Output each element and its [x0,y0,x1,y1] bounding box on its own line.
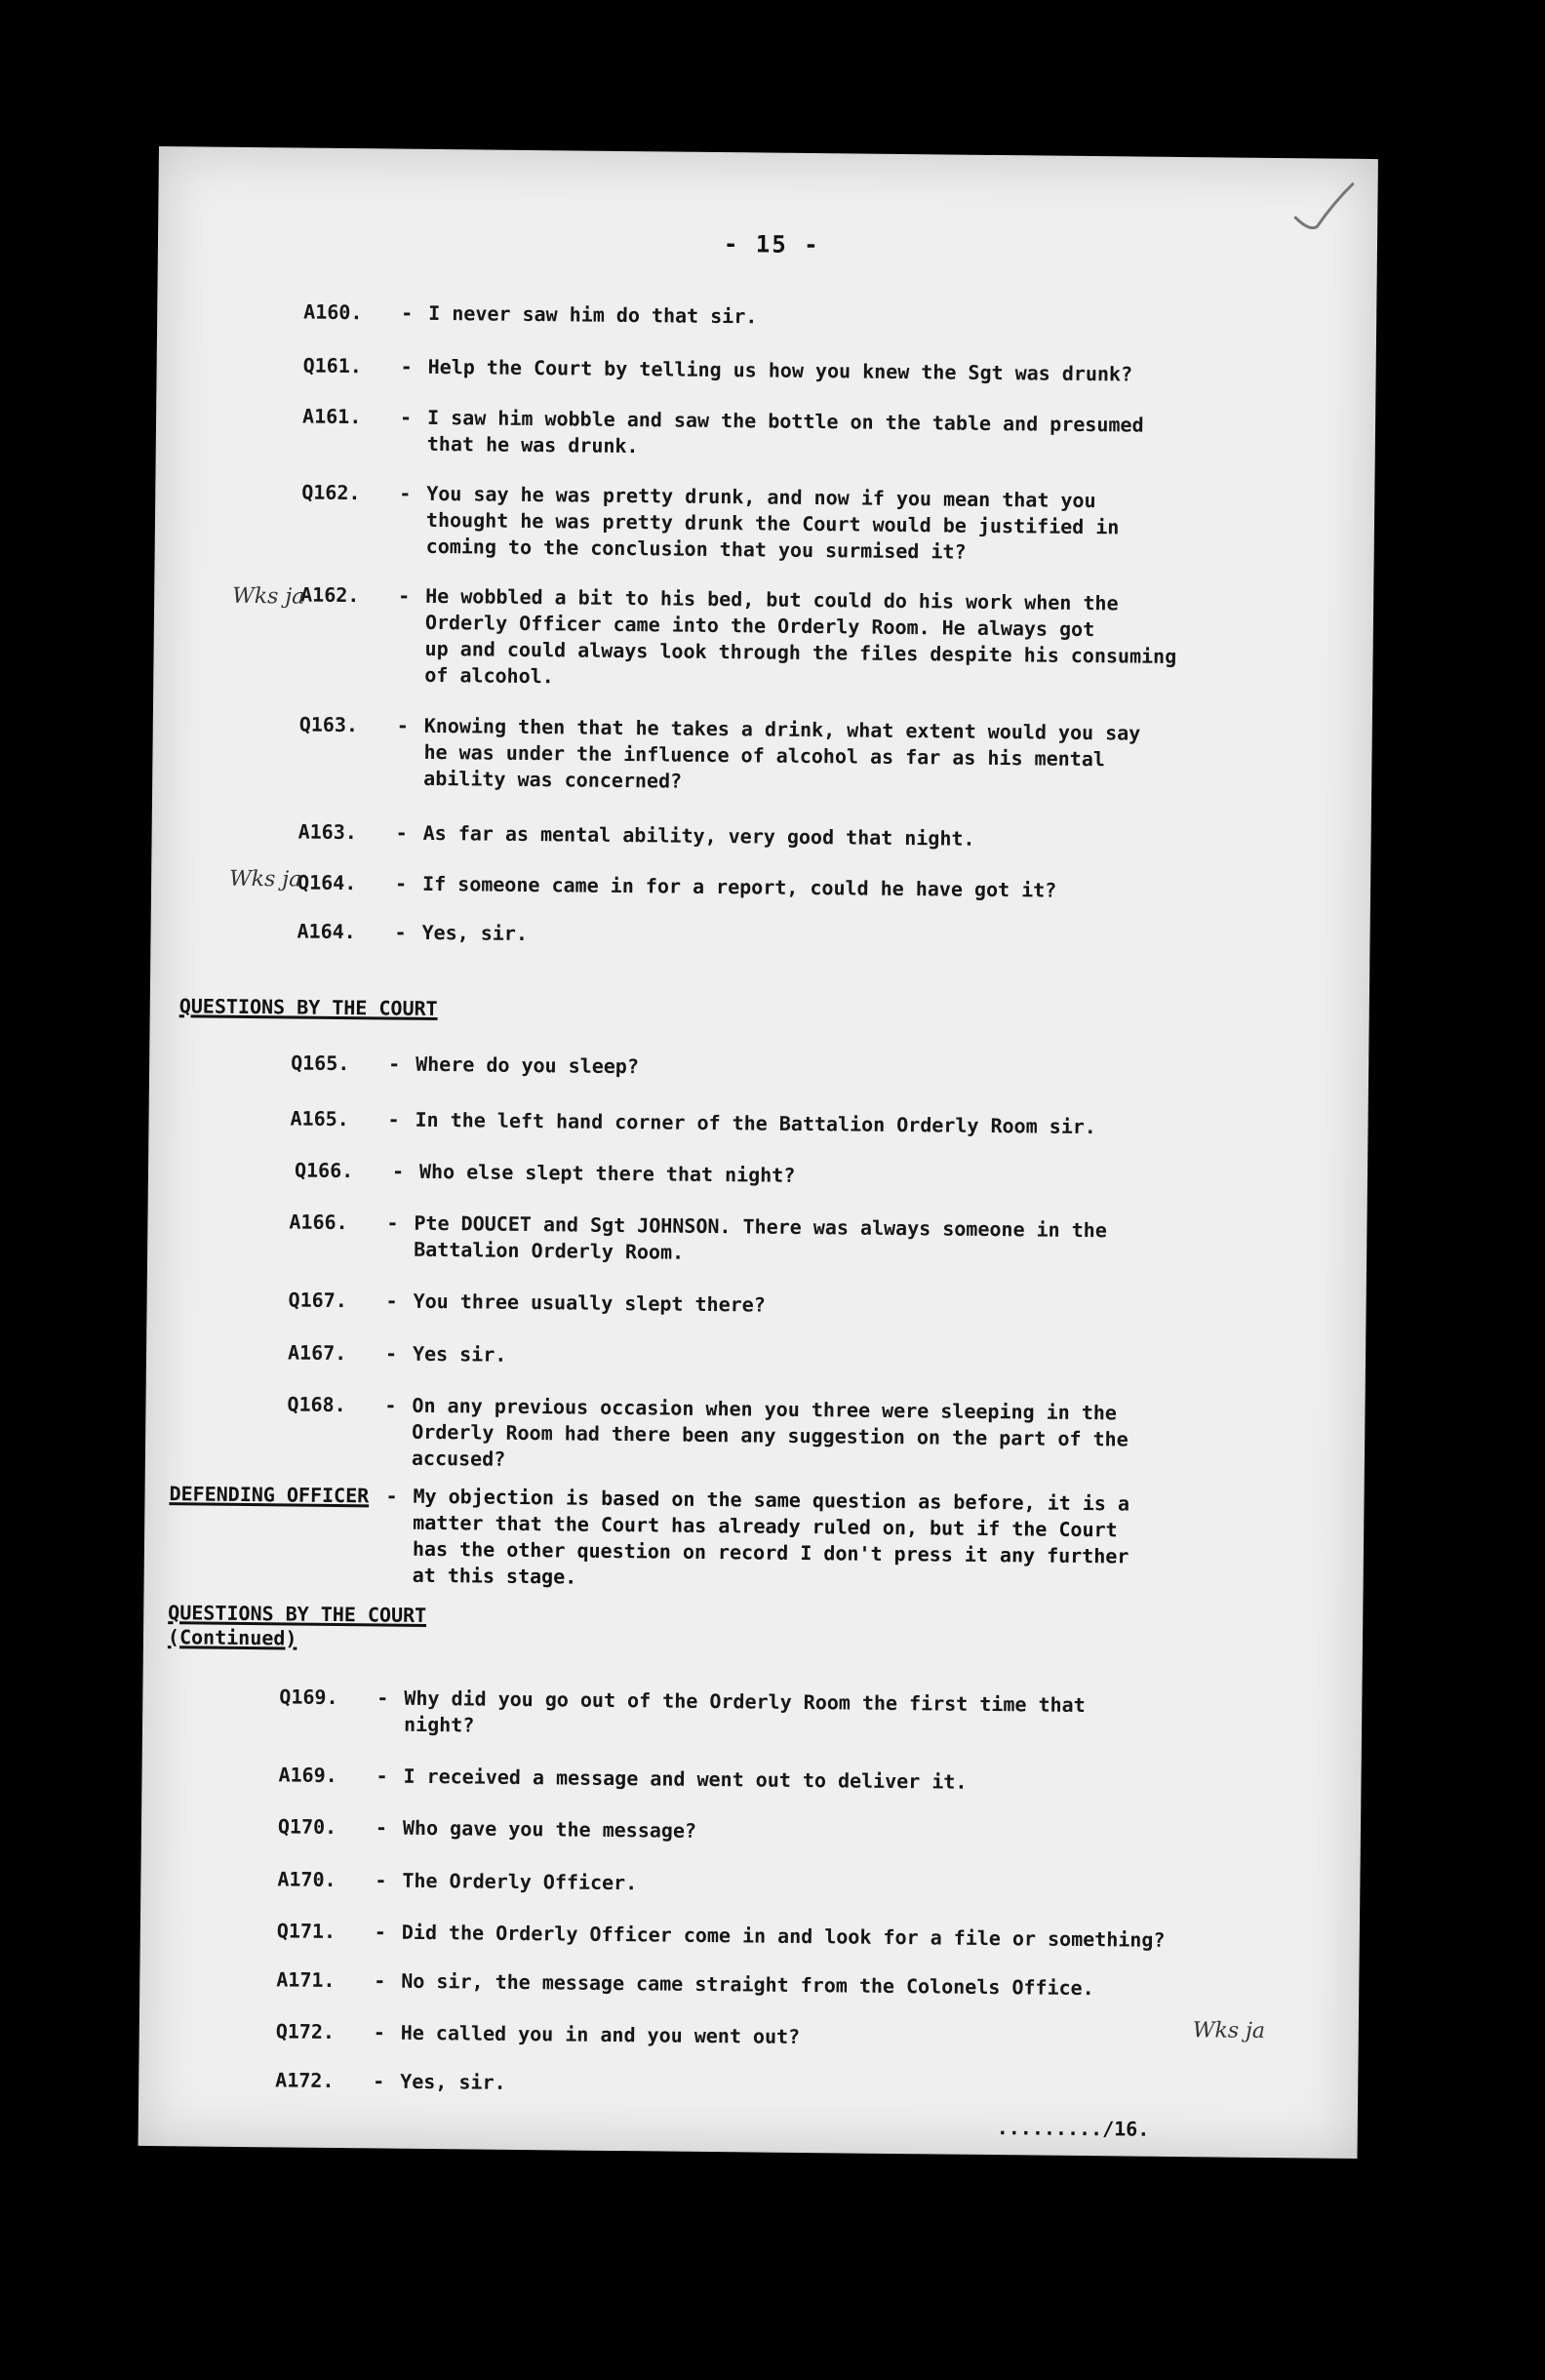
margin-note: Wks ja [232,583,305,610]
margin-note: Wks ja [1192,2018,1266,2043]
qa-entry: A170. - The Orderly Officer. [277,1867,638,1895]
qa-entry: A164. - Yes, sir. [297,919,529,946]
qa-entry: A167. - Yes sir. [287,1340,507,1367]
page-number: - 15 - [723,230,820,259]
section-heading: QUESTIONS BY THE COURT [168,1601,427,1627]
section-heading: QUESTIONS BY THE COURT [178,994,438,1021]
margin-note: Wks ja [229,866,302,892]
qa-entry: Q167. - You three usually slept there? [288,1288,766,1317]
qa-entry: A161. - I saw him wobble and saw the bottle on the table and presumed that he was drunk. [301,404,1144,458]
qa-entry: Q161. - Help the Court by telling us how you knew the Sgt was drunk? [302,353,1133,386]
qa-entry: Q166. - Who else slept there that night? [294,1158,796,1187]
document-page [139,146,1378,2159]
check-mark-icon [1289,178,1359,237]
qa-entry: Q162. - You say he was pretty drunk, and now if you mean that you thought he was pretty drunk the Court would be justified in coming to the conclusion that you surmised it? [301,480,1120,564]
qa-entry: A160. - I never saw him do that sir. [303,299,758,329]
qa-entry: Q164. - If someone came in for a report, could he have got it? [297,870,1057,902]
qa-entry: Q163. - Knowing then that he takes a drink, what extent would you say he was under the influence of alcohol as far as his mental ability was concerned? [298,712,1141,793]
qa-entry: Q171. - Did the Orderly Officer come in and look for a file or something? [276,1919,1166,1952]
qa-entry: A162. - He wobbled a bit to his bed, but could do his work when the Orderly Officer came into the Orderly Room. He always got up and could always look through the files despite his consuming of alcohol. [300,582,1177,689]
qa-entry: Q169. - Why did you go out of the Orderly Room the first time that night? [279,1685,1086,1737]
qa-entry: A163. - As far as mental ability, very good that night. [297,819,975,851]
qa-entry: Q172. - He called you in and you went out? [275,2019,801,2048]
qa-entry: A171. - No sir, the message came straight from the Colonels Office. [276,1967,1094,2001]
continuation-reference: ........./16. [996,2116,1150,2141]
section-subheading: (Continued) [167,1625,297,1650]
defending-officer-statement: DEFENDING OFFICER - My objection is based on the same question as before, it is a matter that the Court has already ruled on, but if the Court has the other question on record I don't press it any further at this stage. [169,1482,1130,1589]
qa-entry: Q165. - Where do you sleep? [291,1051,640,1079]
qa-entry: A166. - Pte DOUCET and Sgt JOHNSON. There was always someone in the Battalion Orderly Room. [289,1210,1107,1264]
qa-entry: A165. - In the left hand corner of the Battalion Orderly Room sir. [290,1106,1097,1139]
qa-entry: Q170. - Who gave you the message? [277,1814,697,1843]
qa-entry: A172. - Yes, sir. [275,2068,506,2094]
qa-entry: A169. - I received a message and went out to deliver it. [278,1763,968,1794]
qa-entry: Q168. - On any previous occasion when you three were sleeping in the Orderly Room had there been any suggestion on the part of the accused? [287,1392,1129,1471]
